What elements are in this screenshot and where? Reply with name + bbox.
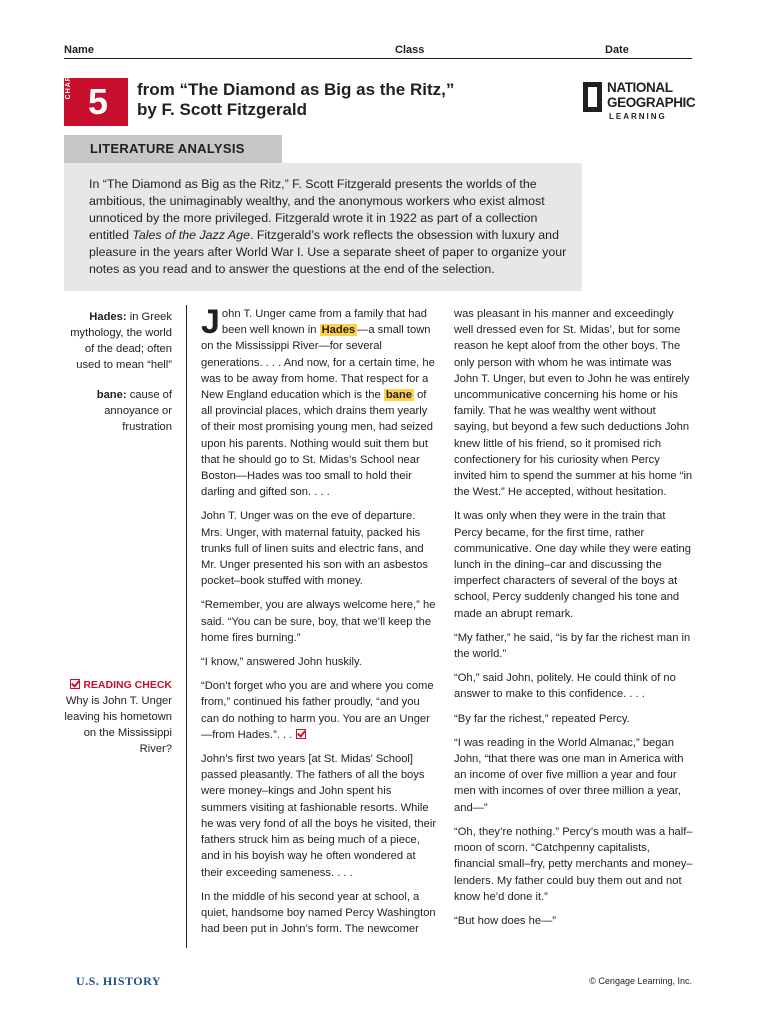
name-label: Name (64, 44, 94, 56)
story-text: of all provincial places, which drains them yearly of their most promising young men, had seized upon his parents. Nothing would suit them but that he should go to St. Midas’s School near Boston—Hades was too small to hold their darling and gifted son. . . . (201, 389, 433, 499)
story-paragraph: “But how does he—” (454, 914, 556, 927)
chapter-label: CHAPTER (65, 58, 72, 100)
header-divider (64, 58, 692, 59)
checkbox-icon (70, 679, 80, 689)
glossary-entry (64, 309, 172, 373)
story-paragraph (201, 303, 439, 500)
glossary-term: Hades: (89, 311, 127, 323)
national-geographic-logo (583, 80, 698, 124)
date-label: Date (605, 44, 629, 56)
story-column-2 (454, 306, 694, 937)
margin-divider (186, 305, 187, 948)
story-paragraph: “My father,” he said, “is by far the richest man in the world.” (454, 631, 691, 661)
story-text: “Don’t forget who you are and where you come from,” continued his father proudly, “and you can do nothing to harm you. You are an Unger—from Hades.”. . . (201, 680, 434, 741)
glossary (64, 309, 172, 449)
chapter-badge (64, 58, 128, 126)
reading-check-marker-icon (296, 729, 306, 739)
story-text: ohn T. Unger came from a family that had been well known in (221, 308, 427, 337)
story-paragraph: It was only when they were in the train that Percy became, for the first time, rather communicative. One day while they were eating lunch in the dining–car and discussing the imperfect characters of several of the boys at school, Percy suddenly changed his tone and made an abrupt remark. (454, 510, 691, 620)
intro-book-title: Tales of the Jazz Age (132, 228, 250, 242)
title-line-1: from “The Diamond as Big as the Ritz,” (137, 80, 455, 99)
story-paragraph: John T. Unger was on the eve of departure. Mrs. Unger, with maternal fatuity, packed his trunks full of linen suits and electric fans, and Mr. Unger presented his son with an asbestos pocket–book stuffed with money. (201, 510, 428, 588)
yellow-border-logo-icon (583, 82, 602, 112)
highlighted-term-hades: Hades (321, 324, 356, 337)
intro-box (64, 163, 582, 291)
glossary-definition: in Greek mythology, the world of the dead; often used to mean “hell” (70, 311, 172, 371)
logo-line-1: NATIONAL (607, 80, 673, 95)
story-paragraph: “Remember, you are always welcome here,” he said. “You can be sure, boy, that we’ll keep the home fires burning.” (201, 599, 436, 644)
glossary-term: bane: (96, 389, 127, 401)
glossary-definition: cause of annoyance or frustration (104, 389, 172, 433)
story-paragraph: “Oh,” said John, politely. He could think of no answer to make to this confidence. . . . (454, 672, 676, 701)
glossary-entry (64, 387, 172, 435)
story-paragraph: “I was reading in the World Almanac,” began John, “that there was one man in America with an income of over five million a year and four men with incomes of over three million a year, and—” (454, 736, 684, 814)
story-text: —a small town on the Mississippi River—for several generations. . . . And now, for a certain time, he was to be away from home. That respect for a New England education which is the (201, 324, 435, 402)
logo-line-2: GEOGRAPHIC (607, 95, 696, 110)
story-paragraph: was pleasant in his manner and exceedingly well dressed even for St. Midas’, but for some reason he kept aloof from the other boys. The only person with whom he was intimate was John T. Unger, but even to John he was entirely uncommunicative concerning his home or his family. That he was wealthy went without saying, but beyond a few such deductions John knew little of his friend, so it promised rich confectionery for his curiosity when Percy invited him to spend the summer at his home “in the West.” He accepted, without hesitation. (454, 308, 693, 499)
reading-check-question: Why is John T. Unger leaving his hometown on the Mississippi River? (64, 695, 172, 755)
story-column-1 (201, 303, 439, 945)
intro-text-2: . Fitzgerald’s work reflects the obsession with luxury and pleasure in the years after World War I. Use a separate sheet of paper to organize your notes as you read and to answer the questions at the end of the selection. (89, 228, 567, 276)
title-line-2: by F. Scott Fitzgerald (137, 100, 308, 119)
story-paragraph: John’s first two years [at St. Midas’ School] passed pleasantly. The fathers of all the boys were money–kings and John spent his summers visiting at fashionable resorts. While he was very fond of all the boys he visited, their fathers struck him as being much of a piece, and in his boyish way he often wondered at their exceeding sameness. . . . (201, 753, 437, 879)
story-paragraph: “I know,” answered John huskily. (201, 656, 362, 669)
footer-copyright: © Cengage Learning, Inc. (589, 976, 692, 986)
reading-check-label: READING CHECK (83, 679, 172, 691)
chapter-number: 5 (88, 81, 109, 122)
footer-subject: U.S. HISTORY (76, 974, 162, 988)
story-paragraph: “By far the richest,” repeated Percy. (454, 712, 630, 725)
logo-line-3: LEARNING (609, 112, 667, 121)
highlighted-term-bane: bane (385, 389, 412, 402)
drop-cap: J (201, 303, 220, 341)
class-label: Class (395, 44, 425, 56)
story-paragraph: In the middle of his second year at school, a quiet, handsome boy named Percy Washington had been put in John’s form. The newcomer (201, 890, 436, 936)
story-paragraph: “Oh, they’re nothing.” Percy’s mouth was a half–moon of scorn. “Catchpenny capitalists, financial small–fry, petty merchants and money–lenders. My father could buy them out and not know he’d done it.” (454, 825, 693, 903)
section-title: LITERATURE ANALYSIS (64, 135, 282, 163)
page-title (137, 80, 557, 120)
story-paragraph (201, 678, 439, 743)
reading-check (64, 677, 172, 757)
intro-text-1: In “The Diamond as Big as the Ritz,” F. Scott Fitzgerald presents the worlds of the ambitious, the unimaginably wealthy, and the anonymous workers who exist almost unnoticed by the more privileged. Fitzgerald wrote it in 1922 as part of a collection entitled (89, 177, 545, 242)
